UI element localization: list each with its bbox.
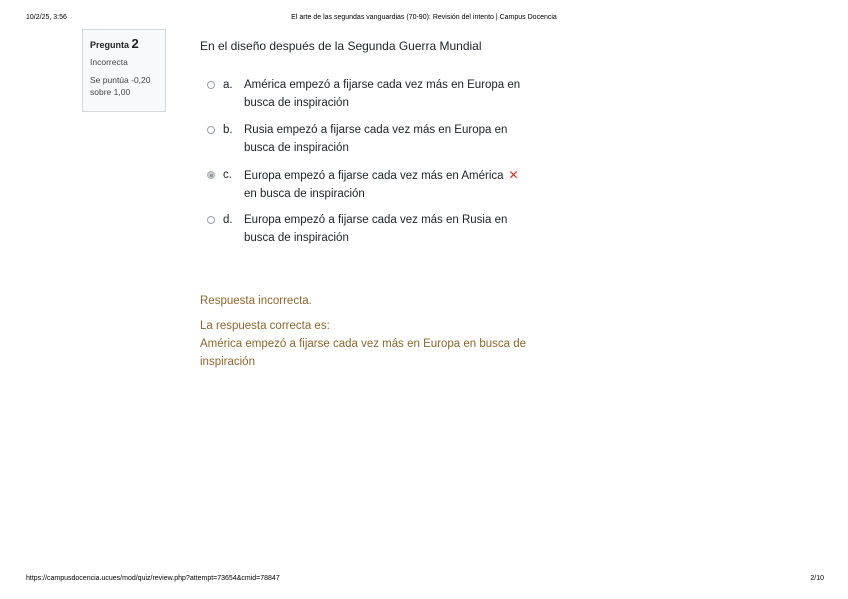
answer-text-line-1: Europa empezó a fijarse cada vez más en Rusia en: [244, 214, 508, 226]
feedback-result: Respuesta incorrecta.: [200, 295, 312, 307]
question-number-value: 2: [131, 36, 139, 51]
print-date: 10/2/25, 3:56: [26, 14, 67, 21]
question-text: En el diseño después de la Segunda Guerra Mundial: [200, 39, 482, 53]
radio-button-d[interactable]: [207, 216, 215, 224]
answer-text-line-1: Rusia empezó a fijarse cada vez más en Europa en: [244, 124, 508, 136]
print-header: [26, 14, 822, 26]
answer-text-line-1: Europa empezó a fijarse cada vez más en América: [244, 170, 504, 182]
grade-line-2: sobre 1,00: [90, 87, 131, 97]
print-title: El arte de las segundas vanguardias (70-90): Revisión del intento | Campus Docencia: [291, 14, 557, 21]
answer-letter: c.: [223, 169, 232, 181]
answer-text: [244, 212, 544, 247]
correct-answer-line-1: América empezó a fijarse cada vez más en Europa en busca de: [200, 338, 527, 350]
answer-text-line-2: en busca de inspiración: [244, 187, 365, 200]
radio-button-b[interactable]: [207, 126, 215, 134]
answer-text: [244, 122, 544, 157]
print-url: https://campusdocencia.ucues/mod/quiz/review.php?attempt=73654&cmid=78847: [26, 575, 280, 582]
answer-letter: b.: [223, 124, 233, 136]
answer-list: [205, 77, 545, 257]
print-footer: [26, 575, 824, 587]
answer-option-a[interactable]: [205, 77, 545, 122]
answer-text-line-2: busca de inspiración: [244, 231, 349, 244]
radio-button-a[interactable]: [207, 81, 215, 89]
answer-letter: d.: [223, 214, 233, 226]
correct-answer-label: La respuesta correcta es:: [200, 320, 330, 332]
page-number: 2/10: [810, 575, 824, 582]
answer-letter: a.: [223, 79, 233, 91]
answer-option-c[interactable]: [205, 167, 545, 212]
feedback-panel: [200, 292, 560, 371]
answer-option-d[interactable]: [205, 212, 545, 257]
grade-line-1: Se puntúa -0,20: [90, 75, 151, 85]
question-state: Incorrecta: [90, 57, 128, 67]
answer-text: [244, 77, 544, 112]
answer-text-line-1: América empezó a fijarse cada vez más en Europa en: [244, 79, 521, 91]
question-info-box: [82, 29, 166, 112]
answer-text: [244, 167, 544, 203]
radio-button-c-selected[interactable]: [207, 171, 215, 179]
incorrect-icon: ✕: [508, 168, 519, 182]
question-grade: [90, 74, 158, 98]
correct-answer-line-2: inspiración: [200, 356, 255, 368]
answer-text-line-2: busca de inspiración: [244, 96, 349, 109]
answer-text-line-2: busca de inspiración: [244, 141, 349, 154]
question-number: [90, 36, 158, 51]
question-number-label: Pregunta: [90, 40, 130, 50]
answer-option-b[interactable]: [205, 122, 545, 167]
